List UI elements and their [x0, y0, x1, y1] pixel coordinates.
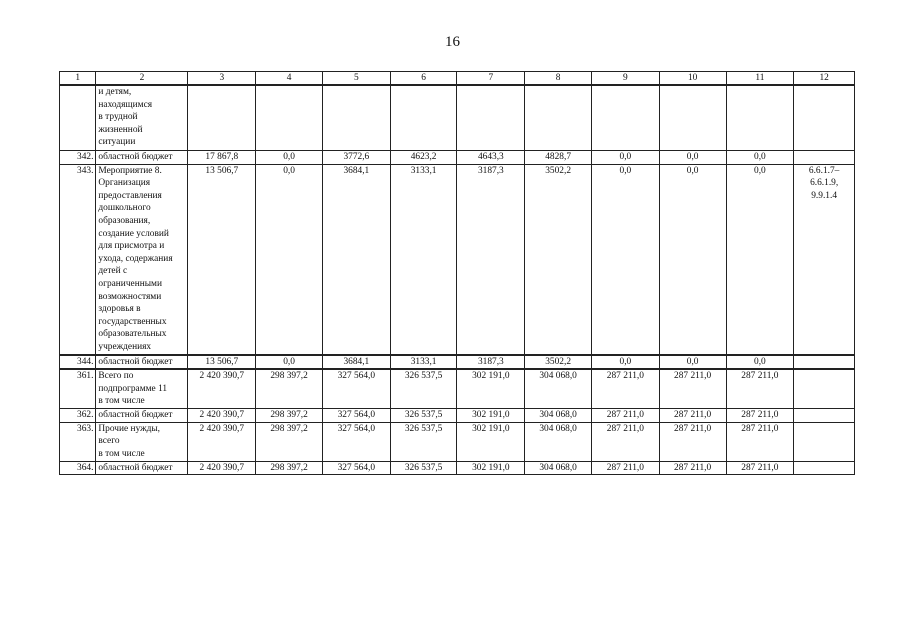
value-cell: 2 420 390,7: [188, 369, 256, 409]
row-title: областной бюджет: [96, 151, 188, 165]
indicator-code-cell: 6.6.1.7– 6.6.1.9, 9.9.1.4: [794, 164, 855, 354]
table-row: [60, 369, 855, 409]
value-cell: 3502,2: [525, 164, 592, 354]
value-cell: 287 211,0: [591, 461, 659, 475]
value-cell: 327 564,0: [322, 369, 390, 409]
indicator-code-cell: [794, 85, 855, 151]
value-cell: 3133,1: [390, 355, 457, 370]
value-cell: 327 564,0: [322, 461, 390, 475]
page-number: 16: [445, 34, 460, 50]
table-row: [60, 151, 855, 165]
row-number: 363.: [60, 422, 96, 461]
value-cell: 287 211,0: [726, 369, 794, 409]
value-cell: 298 397,2: [256, 409, 323, 423]
indicator-code-cell: [794, 369, 855, 409]
column-header: 12: [794, 72, 855, 86]
row-number: 344.: [60, 355, 96, 370]
value-cell: [322, 85, 390, 151]
value-cell: 3502,2: [525, 355, 592, 370]
column-header: 10: [659, 72, 726, 86]
value-cell: [256, 85, 323, 151]
value-cell: [659, 85, 726, 151]
value-cell: 4828,7: [525, 151, 592, 165]
value-cell: 287 211,0: [726, 461, 794, 475]
row-title: Мероприятие 8. Организация предоставления дошкольного образования, создание условий для присмотра и ухода, содержания детей с ограниченными возможностями здоровья в государственных образовательных учреждениях: [96, 164, 188, 354]
value-cell: 2 420 390,7: [188, 409, 256, 423]
table-row: [60, 461, 855, 475]
value-cell: 302 191,0: [457, 422, 525, 461]
row-number: [60, 85, 96, 151]
value-cell: 0,0: [256, 355, 323, 370]
value-cell: 327 564,0: [322, 409, 390, 423]
table-header-row: [60, 72, 855, 86]
value-cell: [726, 85, 794, 151]
table-row: [60, 85, 855, 151]
value-cell: 0,0: [256, 151, 323, 165]
row-title: областной бюджет: [96, 409, 188, 423]
value-cell: 287 211,0: [591, 422, 659, 461]
value-cell: 302 191,0: [457, 409, 525, 423]
row-title: Прочие нужды, всего в том числе: [96, 422, 188, 461]
value-cell: 304 068,0: [525, 409, 592, 423]
value-cell: [188, 85, 256, 151]
indicator-code-cell: [794, 355, 855, 370]
value-cell: 0,0: [256, 164, 323, 354]
column-header: 8: [525, 72, 592, 86]
value-cell: 3133,1: [390, 164, 457, 354]
value-cell: 326 537,5: [390, 422, 457, 461]
value-cell: [457, 85, 525, 151]
value-cell: 302 191,0: [457, 369, 525, 409]
value-cell: [390, 85, 457, 151]
value-cell: 287 211,0: [726, 409, 794, 423]
value-cell: 287 211,0: [659, 422, 726, 461]
value-cell: 287 211,0: [659, 461, 726, 475]
row-title: областной бюджет: [96, 355, 188, 370]
value-cell: 326 537,5: [390, 409, 457, 423]
row-title: и детям, находящимся в трудной жизненной ситуации: [96, 85, 188, 151]
table-row: [60, 355, 855, 370]
value-cell: 298 397,2: [256, 369, 323, 409]
column-header: 6: [390, 72, 457, 86]
value-cell: 327 564,0: [322, 422, 390, 461]
value-cell: 0,0: [659, 355, 726, 370]
budget-table: [59, 71, 855, 475]
value-cell: 4623,2: [390, 151, 457, 165]
value-cell: 0,0: [591, 355, 659, 370]
value-cell: 298 397,2: [256, 422, 323, 461]
row-title: Всего по подпрограмме 11 в том числе: [96, 369, 188, 409]
row-title: областной бюджет: [96, 461, 188, 475]
value-cell: 287 211,0: [659, 369, 726, 409]
value-cell: 3187,3: [457, 164, 525, 354]
value-cell: 0,0: [726, 151, 794, 165]
value-cell: 0,0: [591, 151, 659, 165]
row-number: 364.: [60, 461, 96, 475]
table-row: [60, 164, 855, 354]
row-number: 362.: [60, 409, 96, 423]
column-header: 2: [96, 72, 188, 86]
indicator-code-cell: [794, 151, 855, 165]
table-row: [60, 409, 855, 423]
value-cell: 2 420 390,7: [188, 422, 256, 461]
column-header: 5: [322, 72, 390, 86]
value-cell: 2 420 390,7: [188, 461, 256, 475]
indicator-code-cell: [794, 461, 855, 475]
row-number: 361.: [60, 369, 96, 409]
value-cell: 3772,6: [322, 151, 390, 165]
value-cell: 13 506,7: [188, 164, 256, 354]
value-cell: 3684,1: [322, 355, 390, 370]
row-number: 342.: [60, 151, 96, 165]
column-header: 4: [256, 72, 323, 86]
value-cell: 0,0: [726, 355, 794, 370]
value-cell: 298 397,2: [256, 461, 323, 475]
indicator-code-cell: [794, 422, 855, 461]
table-row: [60, 422, 855, 461]
value-cell: 287 211,0: [659, 409, 726, 423]
value-cell: [525, 85, 592, 151]
value-cell: 287 211,0: [591, 409, 659, 423]
value-cell: [591, 85, 659, 151]
column-header: 9: [591, 72, 659, 86]
value-cell: 0,0: [659, 151, 726, 165]
value-cell: 3187,3: [457, 355, 525, 370]
value-cell: 304 068,0: [525, 461, 592, 475]
value-cell: 0,0: [659, 164, 726, 354]
value-cell: 302 191,0: [457, 461, 525, 475]
value-cell: 4643,3: [457, 151, 525, 165]
row-number: 343.: [60, 164, 96, 354]
column-header: 7: [457, 72, 525, 86]
value-cell: 287 211,0: [591, 369, 659, 409]
value-cell: 287 211,0: [726, 422, 794, 461]
value-cell: 3684,1: [322, 164, 390, 354]
column-header: 3: [188, 72, 256, 86]
column-header: 11: [726, 72, 794, 86]
column-header: 1: [60, 72, 96, 86]
value-cell: 326 537,5: [390, 461, 457, 475]
value-cell: 0,0: [726, 164, 794, 354]
value-cell: 17 867,8: [188, 151, 256, 165]
value-cell: 0,0: [591, 164, 659, 354]
value-cell: 304 068,0: [525, 369, 592, 409]
value-cell: 326 537,5: [390, 369, 457, 409]
value-cell: 13 506,7: [188, 355, 256, 370]
indicator-code-cell: [794, 409, 855, 423]
value-cell: 304 068,0: [525, 422, 592, 461]
